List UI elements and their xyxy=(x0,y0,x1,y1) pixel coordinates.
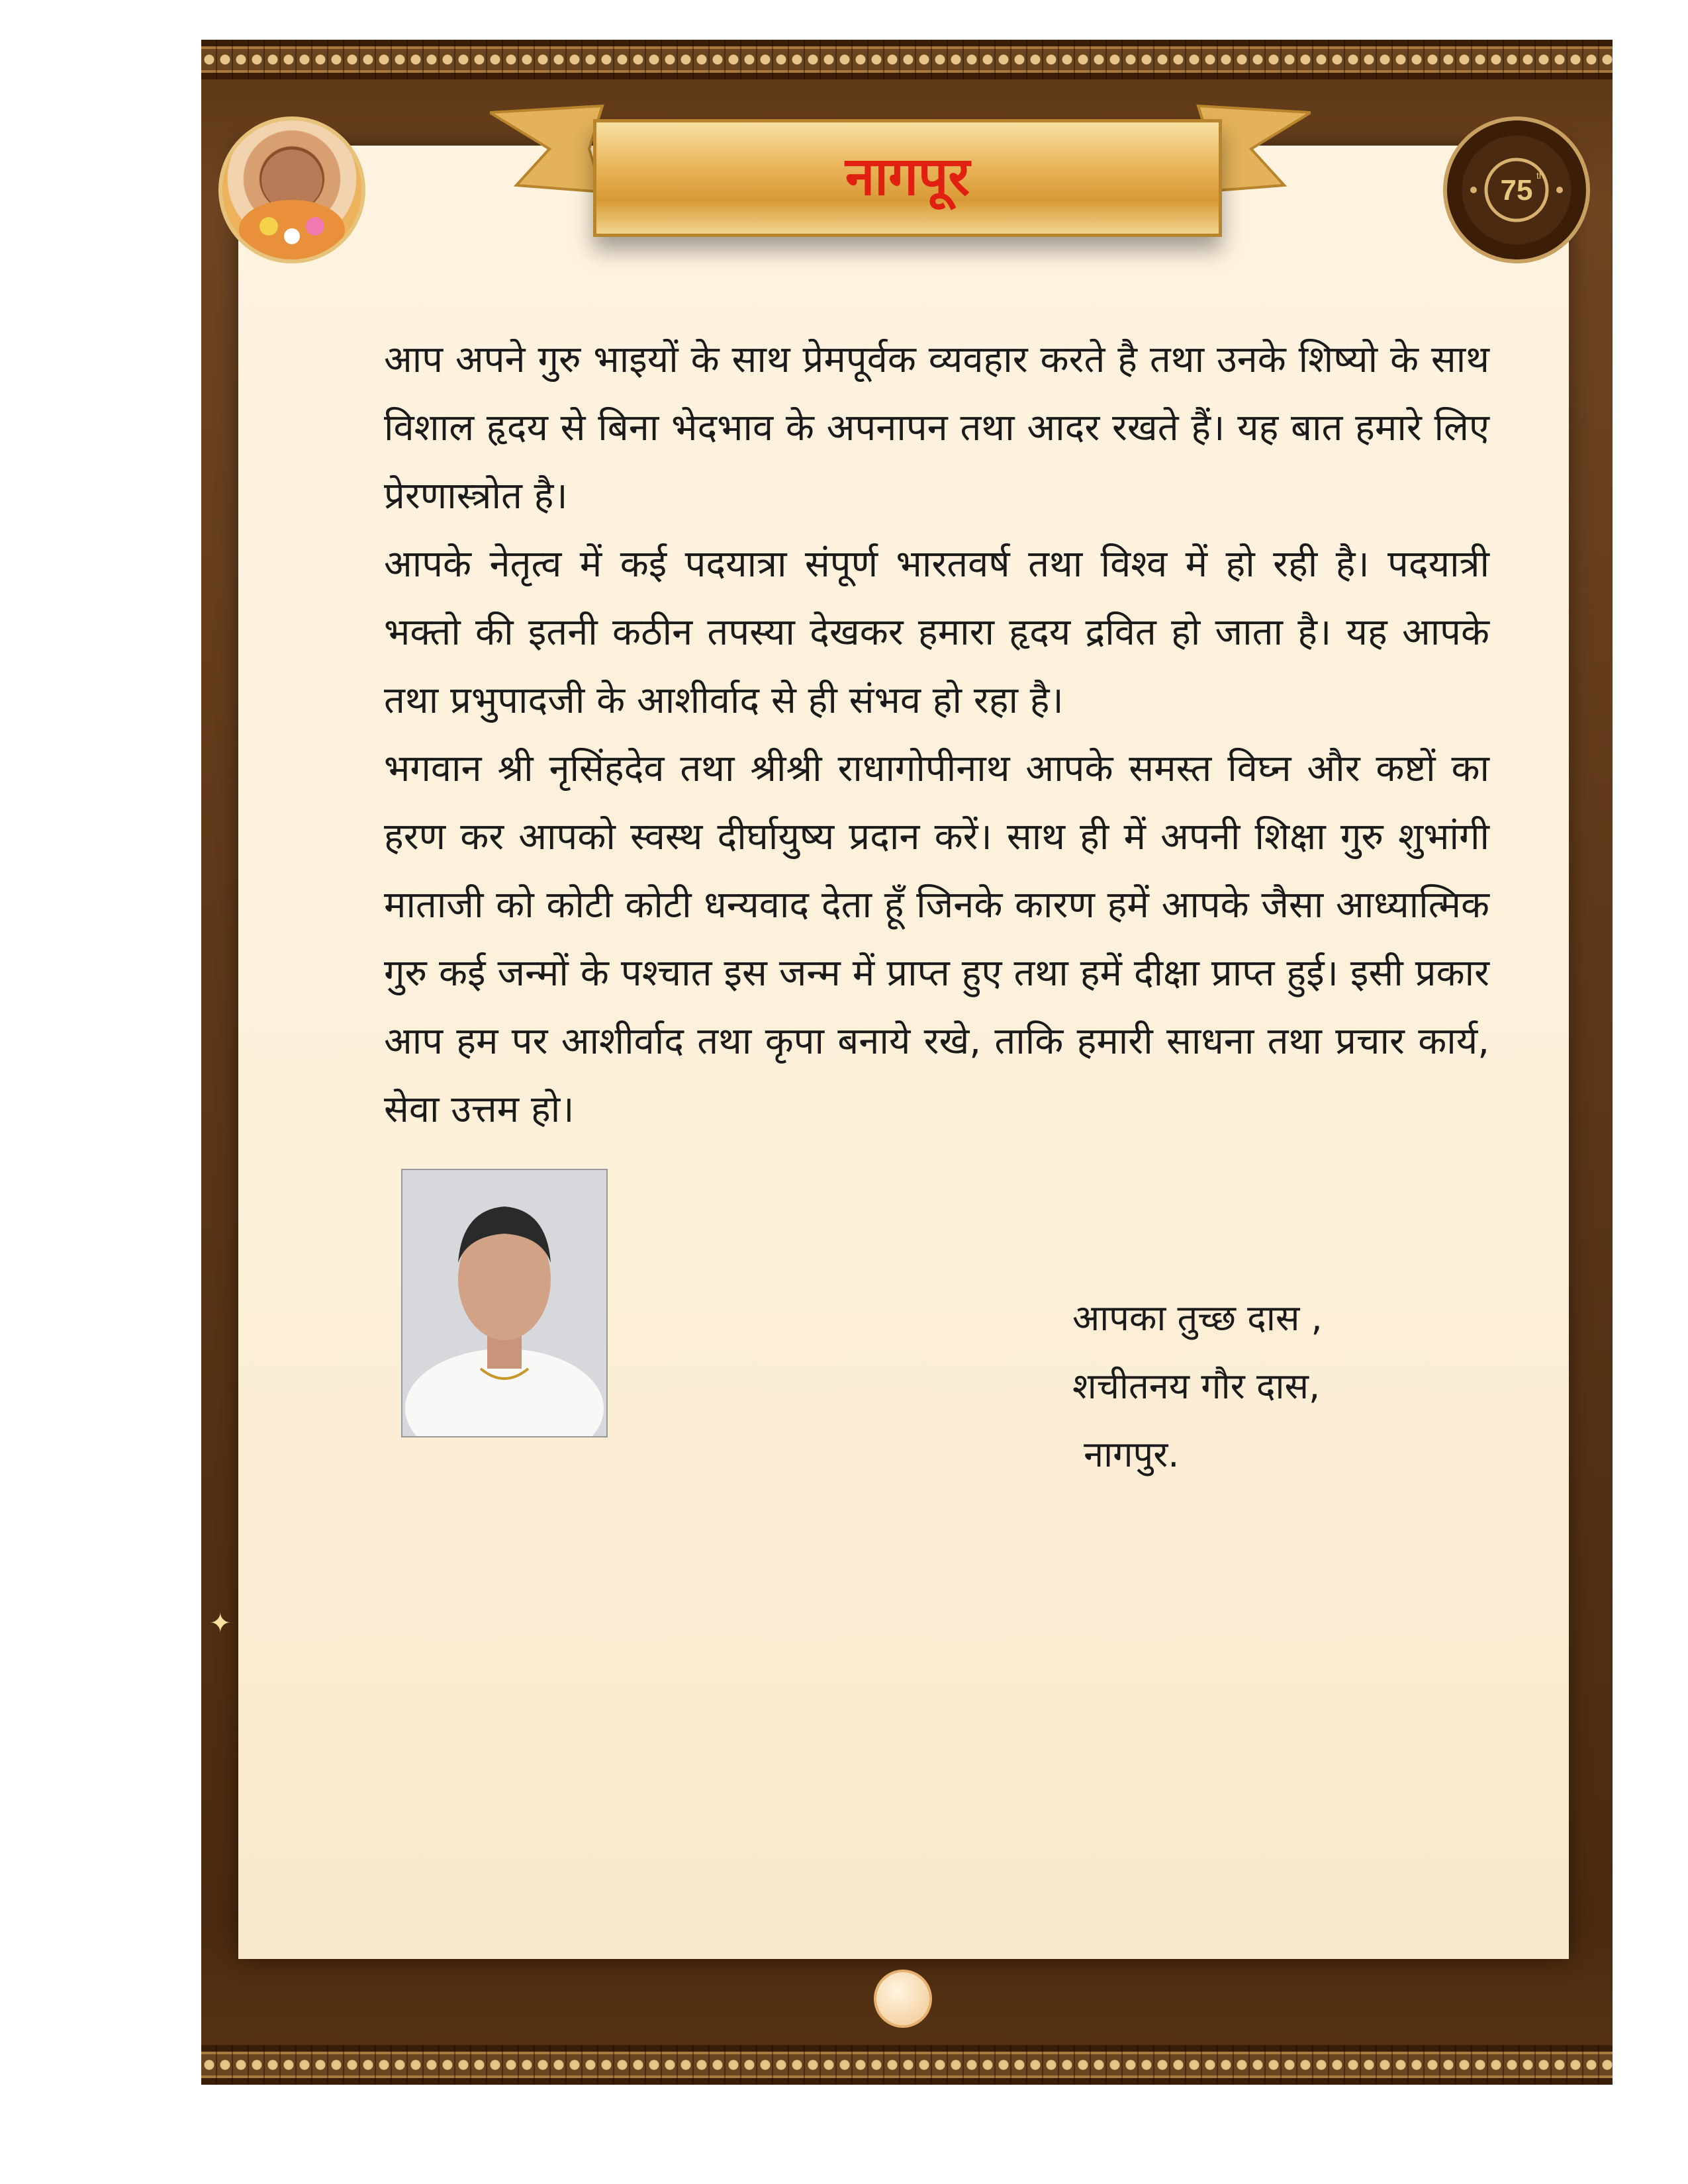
paragraph-1: आप अपने गुरु भाइयों के साथ प्रेमपूर्वक व्यवहार करते है तथा उनके शिष्यो के साथ विशाल हृदय से बिना भेदभाव के अपनापन तथा आदर रखते हैं। यह बात हमारे लिए प्रेरणास्त्रोत है। xyxy=(384,338,1489,518)
signature-name: शचीतनय गौर दास, xyxy=(1072,1365,1321,1407)
top-border-pattern xyxy=(201,40,1613,79)
paragraph-2: आपके नेतृत्व में कई पदयात्रा संपूर्ण भारतवर्ष तथा विश्व में हो रही है। पदयात्री भक्तो की इतनी कठीन तपस्या देखकर हमारा हृदय द्रवित हो जाता है। यह आपके तथा प्रभुपादजी के आशीर्वाद से ही संभव हो रहा है। xyxy=(384,543,1489,722)
signature-closing: आपका तुच्छ दास , xyxy=(1072,1297,1323,1339)
guru-portrait-image xyxy=(222,120,361,259)
seal-emblem xyxy=(1447,120,1586,259)
vyasa-puja-seal xyxy=(1443,116,1590,263)
title-ribbon xyxy=(593,119,1222,237)
signature-block xyxy=(1072,1284,1323,1488)
svg-text:th: th xyxy=(1536,170,1544,181)
sparkle-icon: ✦ xyxy=(209,1608,232,1639)
paragraph-3: भगवान श्री नृसिंहदेव तथा श्रीश्री राधागोपीनाथ आपके समस्त विघ्न और कष्टों का हरण कर आपको स्वस्थ दीर्घायुष्य प्रदान करें। साथ ही में अपनी शिक्षा गुरु शुभांगी माताजी को कोटी कोटी धन्यवाद देता हूँ जिनके कारण हमें आपके जैसा आध्यात्मिक गुरु कई जन्मों के पश्चात इस जन्म में प्राप्त हुए तथा हमें दीक्षा प्राप्त हुई। इसी प्रकार आप हम पर आशीर्वाद तथा कृपा बनाये रखे, ताकि हमारी साधना तथा प्रचार कार्य, सेवा उत्तम हो। xyxy=(384,747,1489,1131)
signature-city: नागपुर. xyxy=(1072,1433,1180,1475)
svg-text:75: 75 xyxy=(1500,174,1533,206)
guru-portrait xyxy=(218,116,365,263)
page-title: नागपूर xyxy=(845,146,970,207)
author-photo-image xyxy=(402,1170,606,1436)
bottom-ornament xyxy=(874,1970,932,2028)
letter-body xyxy=(384,326,1489,1144)
bottom-border-pattern xyxy=(201,2045,1613,2085)
author-photo xyxy=(401,1169,608,1437)
